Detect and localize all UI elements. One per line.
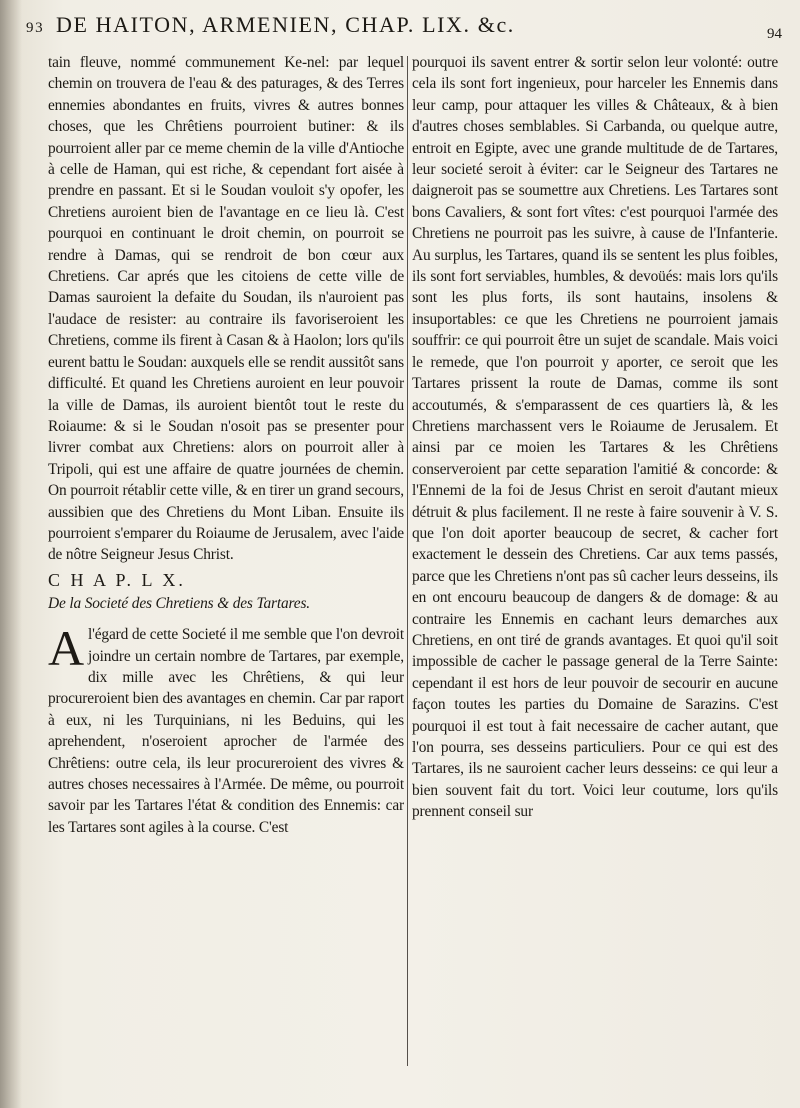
left-paragraph-2-text: l'égard de cette Societé il me semble que l'on devroit joindre un certain nombre de Tartares, par exemple, dix mille avec les Chrêtiens, & qui leur procureroient bien des avantages en chemin. Car par raport à eux, ni les Turquinians, ni les Beduins, qui les aprehendent, n'oseroient aprocher de l'armée des Chrêtiens: outre cela, ils leur procureroient des vivres & autres choses necessaires à l'Armée. De même, ou pourroit savoir par les Tartares l'état & condition des Ennemis: car les Tartares sont agiles à la course. C'est (48, 626, 404, 836)
chapter-heading: C H A P. L X. (48, 569, 186, 590)
left-paragraph-1: tain fleuve, nommé communement Ke-nel: par lequel chemin on trouvera de l'eau & des paturages, & des Terres ennemies abondantes en fruits, vivres & autres bonnes choses, que les Chrêtiens pourroient butiner: & ils pourroient aller par ce meme chemin de la ville d'Antioche à celle de Haman, qui est riche, & cependant fort aisée à prendre en passant. Et si le Soudan vouloit s'y opofer, les Chretiens auroient bien de l'avantage en ce lieu là. C'est pourquoi en continuant le droit chemin, on pourroit se rendre à Damas, qui se rendroit de bon cœur aux Chretiens. Car aprés que les citoiens de cette ville de Damas sauroient la defaite du Soudan, ils n'auroient pas l'audace de resister: au contraire ils favoriseroient les Chretiens, comme ils firent à Casan & à Haolon; lors qu'ils eurent battu le Soudan: auxquels elle se rendit aussitôt sans difficulté. Et quand les Chretiens auroient en leur pouvoir la ville de Damas, ils auroient bientôt tout le reste du Roiaume: & si le Soudan n'osoit pas se presenter pour livrer combat aux Chretiens: alors on pourroit aller à Tripoli, qui est une affaire de quatre journées de chemin. On pourroit rétablir cette ville, & en tirer un grand secours, aussibien que des Chretiens du Mont Liban. Ensuite ils pourroient s'emparer du Roiaume de Jerusalem, avec l'aide de nôtre Seigneur Jesus Christ. (48, 54, 404, 564)
column-divider (407, 56, 408, 1066)
right-paragraph-1: pourquoi ils savent entrer & sortir selon leur volonté: outre cela ils sont fort ingenieux, pour harceler les Ennemis dans leur camp, pour attaquer les villes & Châteaux, & à bien d'autres choses semblables. Si Carbanda, ou quelque autre, entroit en Egipte, avec une grande multitude de de Tartares, leur societé seroit à éviter: car le Seigneur des Tartares ne daigneroit pas se soumettre aux Chretiens. Les Tartares sont bons Cavaliers, & sont fort vîtes: c'est pourquoi l'armée des Chretiens ne pourroit pas les suivre, à cause de l'Infanterie. Au surplus, les Tartares, quand ils se sentent les plus foibles, ils sont fort serviables, humbles, & devoüés: mais lors qu'ils sont les plus forts, ils sont hautains, insolens & insuportables: ce que les Chretiens ne pourroient jamais souffrir: ce qui pourroit être un sujet de scandale. Mais voici le remede, que l'on pourroit y aporter, ce seroit que les Tartares prissent la route de Damas, comme ils sont accoutumés, & s'emparassent de ces quartiers là, & les Chretiens marchassent vers le Roiaume de Jerusalem. Et ainsi par ce moien les Tartares & les Chrêtiens conserveroient par cette separation l'amitié & concorde: & l'Ennemi de la foi de Jesus Christ en seroit d'autant mieux détruit & plus facilement. Il ne reste à faire souvenir à V. S. que l'on doit aporter beaucoup de secret, & cacher fort exactement le dessein des Chretiens. Car aux tems passés, parce que les Chretiens n'ont pas sû cacher leurs desseins, ils en ont encouru beaucoup de dangers & de domage: & au contraire les Ennemis en cachant leurs demarches aux Chretiens, en ont tiré de grands avantages. Et quoi qu'il soit impossible de cacher le passage general de la Terre Sainte: cependant il est hors de leur pouvoir de secourir en aucune façon toutes les parties du Domaine de Sarazins. C'est pourquoi il est tout à fait necessaire de cacher autant, que l'on pourra, ses desseins particuliers. Pour ce qui est des Tartares, ils ne sauroient cacher leurs desseins: ce qui leur a bien souvent fait du tort. Voici leur coutume, lors qu'ils prennent conseil sur (412, 54, 778, 821)
right-column (412, 52, 778, 1102)
folio-number: 94 (767, 26, 782, 42)
left-paragraph-2 (48, 620, 404, 838)
chapter-subtitle: De la Societé des Chretiens & des Tartares. (48, 595, 311, 613)
running-title: DE HAITON, ARMENIEN, CHAP. LIX. &c. (56, 12, 515, 37)
page-number: 93 (26, 20, 45, 36)
left-column (48, 52, 404, 1102)
book-binding-shadow (0, 0, 22, 1108)
running-header (26, 12, 790, 52)
drop-capital: A (48, 620, 84, 677)
